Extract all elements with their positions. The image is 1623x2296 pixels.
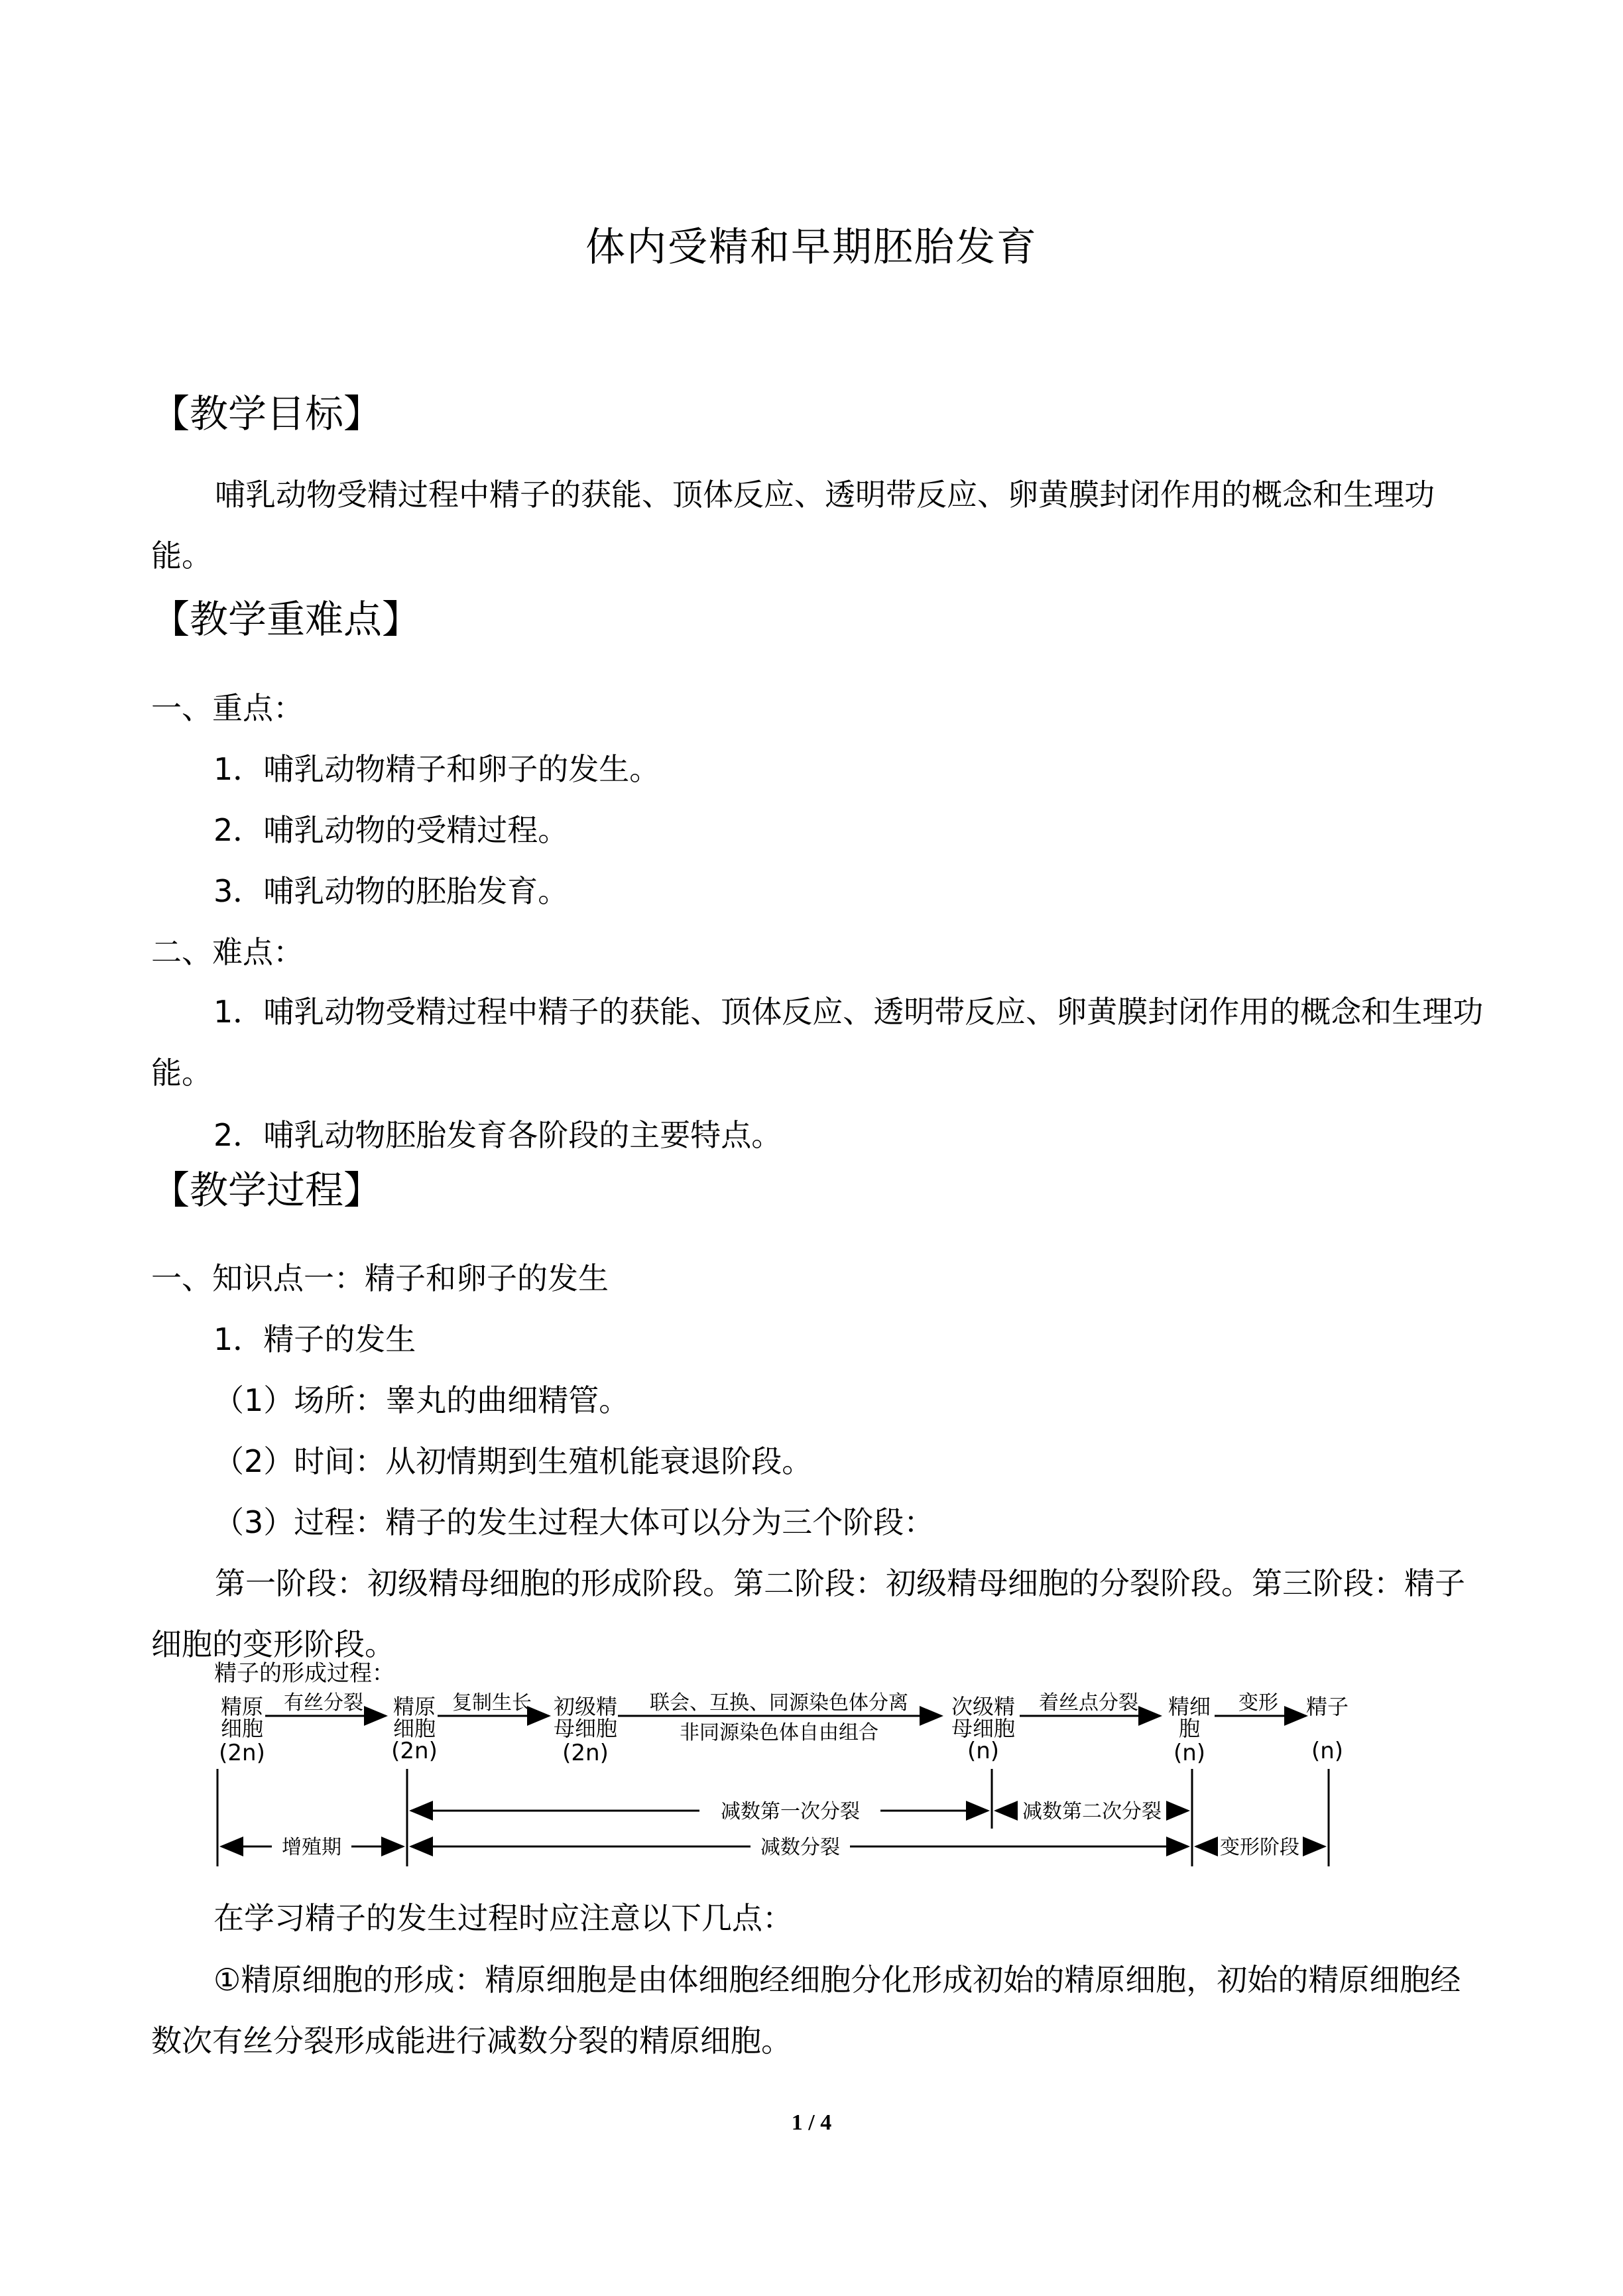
- svg-text:减数第二次分裂: 减数第二次分裂: [1022, 1800, 1162, 1823]
- stages-text: 第一阶段：初级精母细胞的形成阶段。第二阶段：初级精母细胞的分裂阶段。第三阶段：精子细胞的变形阶段。: [151, 1565, 1465, 1662]
- cell-secondary-spermatocyte: [951, 1694, 1015, 1764]
- difficulty-item-2: 2．哺乳动物胚胎发育各阶段的主要特点。: [213, 1117, 782, 1153]
- svg-text:细胞: 细胞: [220, 1716, 264, 1741]
- focus-label: 一、重点：: [151, 690, 304, 726]
- page-number: 1 / 4: [791, 2110, 832, 2135]
- cell-spermatogonium-2: [391, 1694, 438, 1764]
- svg-text:母细胞: 母细胞: [951, 1716, 1016, 1741]
- svg-text:减数分裂: 减数分裂: [760, 1836, 840, 1859]
- svg-text:胞: 胞: [1178, 1716, 1201, 1741]
- svg-text:精原: 精原: [220, 1694, 264, 1719]
- svg-text:次级精: 次级精: [951, 1694, 1016, 1719]
- svg-text:初级精: 初级精: [553, 1694, 618, 1719]
- svg-text:细胞: 细胞: [392, 1716, 436, 1741]
- phase-transformation: [1196, 1836, 1325, 1859]
- process-heading: 【教学过程】: [151, 1168, 383, 1213]
- svg-text:(2n): (2n): [391, 1738, 438, 1764]
- process-item-1: （1）场所：睾丸的曲细精管。: [213, 1382, 630, 1418]
- key-points-heading: 【教学重难点】: [151, 597, 421, 642]
- objectives-heading: 【教学目标】: [151, 391, 383, 436]
- note-intro: 在学习精子的发生过程时应注意以下几点：: [213, 1900, 793, 1936]
- arrow-centromere-split: [1020, 1691, 1160, 1716]
- svg-text:变形阶段: 变形阶段: [1220, 1836, 1299, 1859]
- svg-text:增殖期: 增殖期: [282, 1836, 341, 1859]
- svg-text:复制生长: 复制生长: [452, 1691, 532, 1715]
- arrow-mitosis: [265, 1691, 386, 1716]
- phase-meiosis: [411, 1836, 1188, 1859]
- cell-sperm: [1306, 1694, 1349, 1764]
- svg-text:联会、互换、同源染色体分离: 联会、互换、同源染色体分离: [650, 1691, 908, 1715]
- svg-text:精细: 精细: [1168, 1694, 1211, 1719]
- svg-text:精原: 精原: [392, 1694, 436, 1719]
- sub-heading-sperm: 1．精子的发生: [213, 1321, 416, 1357]
- focus-item-2: 2．哺乳动物的受精过程。: [213, 812, 569, 848]
- svg-text:精子: 精子: [1305, 1694, 1349, 1719]
- cell-spermatogonium-1: [219, 1694, 265, 1766]
- objectives-text: 哺乳动物受精过程中精子的获能、顶体反应、透明带反应、卵黄膜封闭作用的概念和生理功能。: [151, 477, 1435, 574]
- arrow-replication-growth: [438, 1691, 549, 1716]
- difficulty-item-1: 1．哺乳动物受精过程中精子的获能、顶体反应、透明带反应、卵黄膜封闭作用的概念和生理功能。: [151, 994, 1484, 1091]
- svg-text:着丝点分裂: 着丝点分裂: [1039, 1691, 1138, 1715]
- svg-text:(2n): (2n): [562, 1740, 609, 1766]
- focus-item-3: 3．哺乳动物的胚胎发育。: [213, 873, 569, 909]
- svg-text:有丝分裂: 有丝分裂: [284, 1691, 363, 1715]
- diagram-title: 精子的形成过程：: [214, 1660, 394, 1687]
- cell-primary-spermatocyte: [554, 1694, 617, 1766]
- svg-text:(2n): (2n): [219, 1740, 265, 1766]
- process-item-3: （3）过程：精子的发生过程大体可以分为三个阶段：: [213, 1504, 935, 1540]
- svg-text:(n): (n): [967, 1738, 1000, 1764]
- document-title: 体内受精和早期胚胎发育: [585, 224, 1038, 271]
- knowledge-point-1: 一、知识点一：精子和卵子的发生: [151, 1260, 609, 1296]
- difficulty-label: 二、难点：: [151, 934, 304, 970]
- arrow-transformation: [1215, 1691, 1306, 1716]
- cell-spermatid: [1168, 1694, 1211, 1766]
- svg-text:(n): (n): [1173, 1740, 1206, 1766]
- process-item-2: （2）时间：从初情期到生殖机能衰退阶段。: [213, 1443, 813, 1479]
- phase-meiosis-2: [996, 1800, 1188, 1823]
- note-1: ①精原细胞的形成：精原细胞是由体细胞经细胞分化形成初始的精原细胞，初始的精原细胞经数次有丝分裂形成能进行减数分裂的精原细胞。: [151, 1962, 1461, 2059]
- svg-text:变形: 变形: [1238, 1691, 1278, 1715]
- svg-text:(n): (n): [1311, 1738, 1344, 1764]
- svg-text:减数第一次分裂: 减数第一次分裂: [721, 1800, 860, 1823]
- phase-proliferation: [221, 1836, 403, 1859]
- arrow-meiosis-1: [618, 1691, 941, 1744]
- svg-text:非同源染色体自由组合: 非同源染色体自由组合: [680, 1721, 878, 1744]
- focus-item-1: 1．哺乳动物精子和卵子的发生。: [213, 751, 660, 787]
- sperm-formation-diagram: [212, 1658, 1359, 1870]
- svg-text:母细胞: 母细胞: [553, 1716, 618, 1741]
- phase-meiosis-1: [411, 1800, 988, 1823]
